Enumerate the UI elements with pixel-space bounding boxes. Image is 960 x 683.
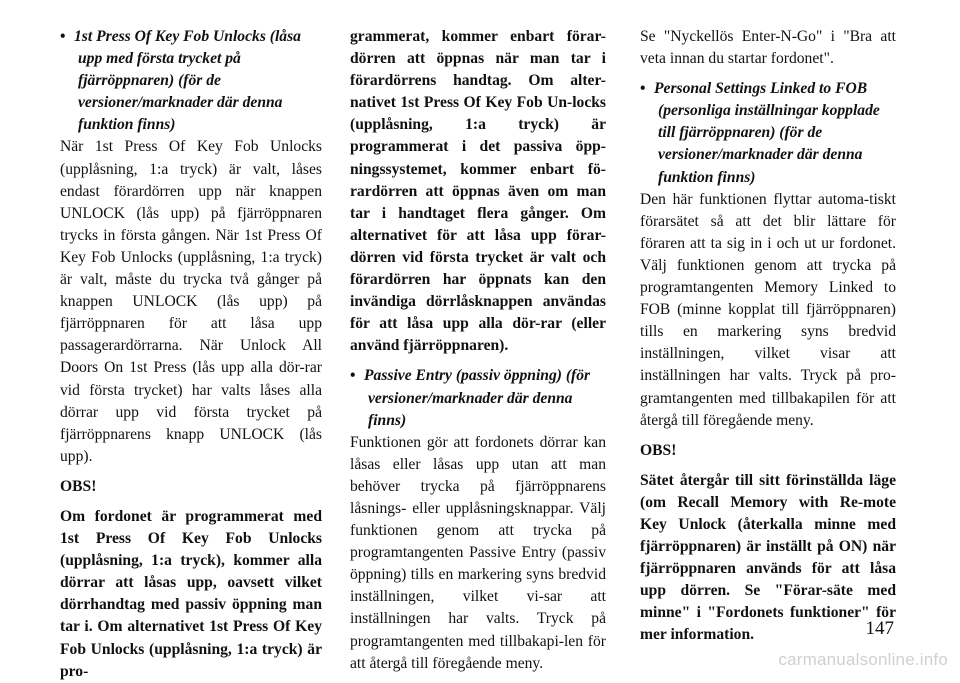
bullet-heading: 1st Press Of Key Fob Unlocks (låsa upp med första trycket på fjärröppnaren) (för de versioner/marknader där denna funktion finns) — [74, 28, 301, 134]
column-middle — [350, 26, 606, 675]
bullet-heading: Personal Settings Linked to FOB (personliga inställningar kopplade till fjärröppnaren) (för de versioner/marknader där denna funktion finns) — [654, 80, 880, 186]
body-paragraph: Funktionen gör att fordonets dörrar kan låsas eller låsas upp utan att man behöver trycka på fjärröppnarens låsnings- eller upplåsningsknappar. Välj funktionen genom att trycka på programtangenten Passive Entry (passiv öppning) tills en markering syns bredvid inställningen, vilket vi-sar att inställningen har valts. Tryck på programtangenten med tillbakapi-len för att återgå till föregående meny. — [350, 433, 606, 672]
bullet-icon: • — [640, 80, 646, 98]
note-text-continued: grammerat, kommer enbart förar-dörren att öppnas när man tar i förardörrens handtag. Om alter-nativet 1st Press Of Key Fob Un-locks (upplåsning, 1:a tryck) är programmerat i det passiva öpp-ningssystemet, kommer enbart fö-rardörren att öppnas även om man tar i handtaget flera gånger. Om alternativet för att låsa upp förar-dörren vid första trycket är valt och förardörren har öppnats kan den invändiga dörrlåsknappen användas för att låsa upp alla dör-rar (eller använd fjärröppnaren). — [350, 28, 606, 355]
note-label: OBS! — [60, 477, 97, 495]
watermark: carmanualsonline.info — [778, 650, 948, 669]
bullet-icon: • — [60, 28, 66, 45]
bullet-heading: Passive Entry (passiv öppning) (för versioner/marknader där denna finns) — [364, 367, 591, 429]
bullet-item — [350, 365, 606, 431]
bullet-icon: • — [350, 367, 356, 385]
note-text: Sätet återgår till sitt förinställda läge (om Recall Memory with Re-mote Key Unlock (återkalla minne med fjärröppnaren) är inställt på ON) när fjärröppnaren används för att låsa upp dörren. Se "Förar-säte med minne" i "Fordonets funktioner" för mer information. — [640, 471, 896, 644]
note-text: Om fordonet är programmerat med 1st Press Of Key Fob Unlocks (upplåsning, 1:a tryck), kommer alla dörrar att låsas upp, oavsett vilket dörrhandtag med passiv öppning man tar i. Om alternativet 1st Press Of Key Fob Unlocks (upplåsning, 1:a tryck) är pro- — [60, 507, 322, 680]
body-paragraph: Den här funktionen flyttar automa-tiskt förarsätet så att det blir lättare för föraren att ta sig in i och ut ur fordonet. Välj funktionen genom att trycka på programtangenten Memory Linked to FOB (minne kopplat till fjärröppnaren) tills en markering syns bredvid inställningen, vilket visar att inställningen har valts. Tryck på pro-gramtangenten med tillbakapilen för att återgå till föregående meny. — [640, 190, 896, 429]
page-number: 147 — [865, 618, 894, 639]
note-label: OBS! — [640, 441, 677, 459]
bullet-item — [640, 78, 896, 188]
bullet-item — [60, 26, 322, 136]
body-paragraph: Se "Nyckellös Enter-N-Go" i "Bra att veta innan du startar fordonet". — [640, 28, 896, 68]
column-left — [60, 26, 322, 683]
body-paragraph: När 1st Press Of Key Fob Unlocks (upplåsning, 1:a tryck) är valt, låses endast förardörren upp när knappen UNLOCK (lås upp) på fjärröppnaren trycks in första gången. När 1st Press Of Key Fob Unlocks (upplåsning, 1:a tryck) är valt, måste du trycka två gånger på knappen UNLOCK (lås upp) på fjärröppnaren för att låsa upp passagerardörrarna. När Unlock All Doors On 1st Press (lås upp alla dör-rar vid första trycket) har valts låses alla dörrar upp vid första trycket på fjärröppnarens knapp UNLOCK (lås upp). — [60, 138, 322, 465]
column-right — [640, 26, 896, 647]
